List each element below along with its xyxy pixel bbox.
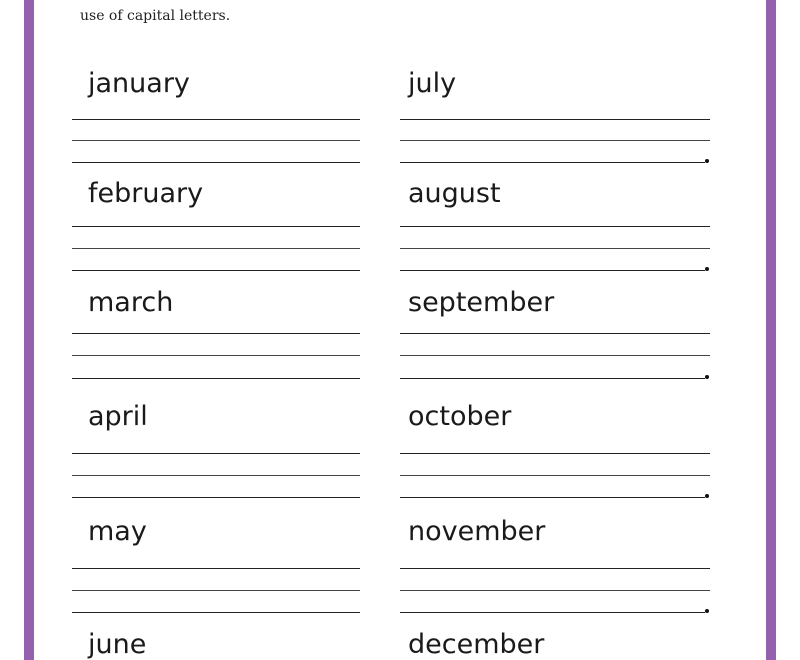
month-block-january <box>72 70 360 190</box>
writing-line-top <box>72 453 360 454</box>
writing-line-mid <box>400 475 710 476</box>
writing-line-base <box>400 497 705 498</box>
month-word: april <box>88 401 148 432</box>
month-block-november <box>400 518 712 638</box>
month-block-july <box>400 70 712 190</box>
month-word: february <box>88 178 204 209</box>
month-word: june <box>88 629 147 660</box>
writing-line-base <box>400 378 705 379</box>
writing-line-top <box>400 568 710 569</box>
month-block-april <box>72 403 360 523</box>
month-block-june <box>72 631 360 660</box>
writing-line-top <box>72 119 360 120</box>
month-word: march <box>88 287 174 318</box>
month-word: august <box>408 178 501 209</box>
page-border-left <box>24 0 34 660</box>
writing-line-mid <box>400 590 710 591</box>
month-word: september <box>408 287 555 318</box>
period-dot <box>705 159 709 163</box>
instruction-text: use of capital letters. <box>80 8 231 24</box>
month-block-october <box>400 403 712 523</box>
writing-line-mid <box>72 140 360 141</box>
month-block-march <box>72 289 360 409</box>
month-block-may <box>72 518 360 638</box>
writing-line-mid <box>400 140 710 141</box>
writing-line-top <box>72 568 360 569</box>
page-border-right <box>766 0 776 660</box>
writing-line-mid <box>400 355 710 356</box>
writing-line-base <box>72 162 360 163</box>
writing-line-base <box>72 270 360 271</box>
writing-line-mid <box>72 590 360 591</box>
writing-line-top <box>400 333 710 334</box>
period-dot <box>705 609 709 613</box>
writing-line-base <box>400 270 705 271</box>
writing-line-top <box>72 333 360 334</box>
period-dot <box>705 494 709 498</box>
writing-line-mid <box>72 355 360 356</box>
month-block-february <box>72 180 360 300</box>
month-word: may <box>88 516 147 547</box>
writing-line-base <box>72 497 360 498</box>
month-word: july <box>408 68 457 99</box>
writing-line-top <box>400 453 710 454</box>
writing-line-top <box>400 119 710 120</box>
month-block-december <box>400 631 712 660</box>
month-word: january <box>88 68 190 99</box>
writing-line-base <box>400 612 705 613</box>
month-word: december <box>408 629 545 660</box>
writing-line-base <box>72 378 360 379</box>
period-dot <box>705 375 709 379</box>
writing-line-base <box>400 162 705 163</box>
month-word: october <box>408 401 512 432</box>
period-dot <box>705 267 709 271</box>
writing-line-top <box>400 226 710 227</box>
writing-line-top <box>72 226 360 227</box>
month-block-september <box>400 289 712 409</box>
writing-line-mid <box>72 248 360 249</box>
writing-line-base <box>72 612 360 613</box>
writing-line-mid <box>72 475 360 476</box>
writing-line-mid <box>400 248 710 249</box>
month-block-august <box>400 180 712 300</box>
month-word: november <box>408 516 546 547</box>
